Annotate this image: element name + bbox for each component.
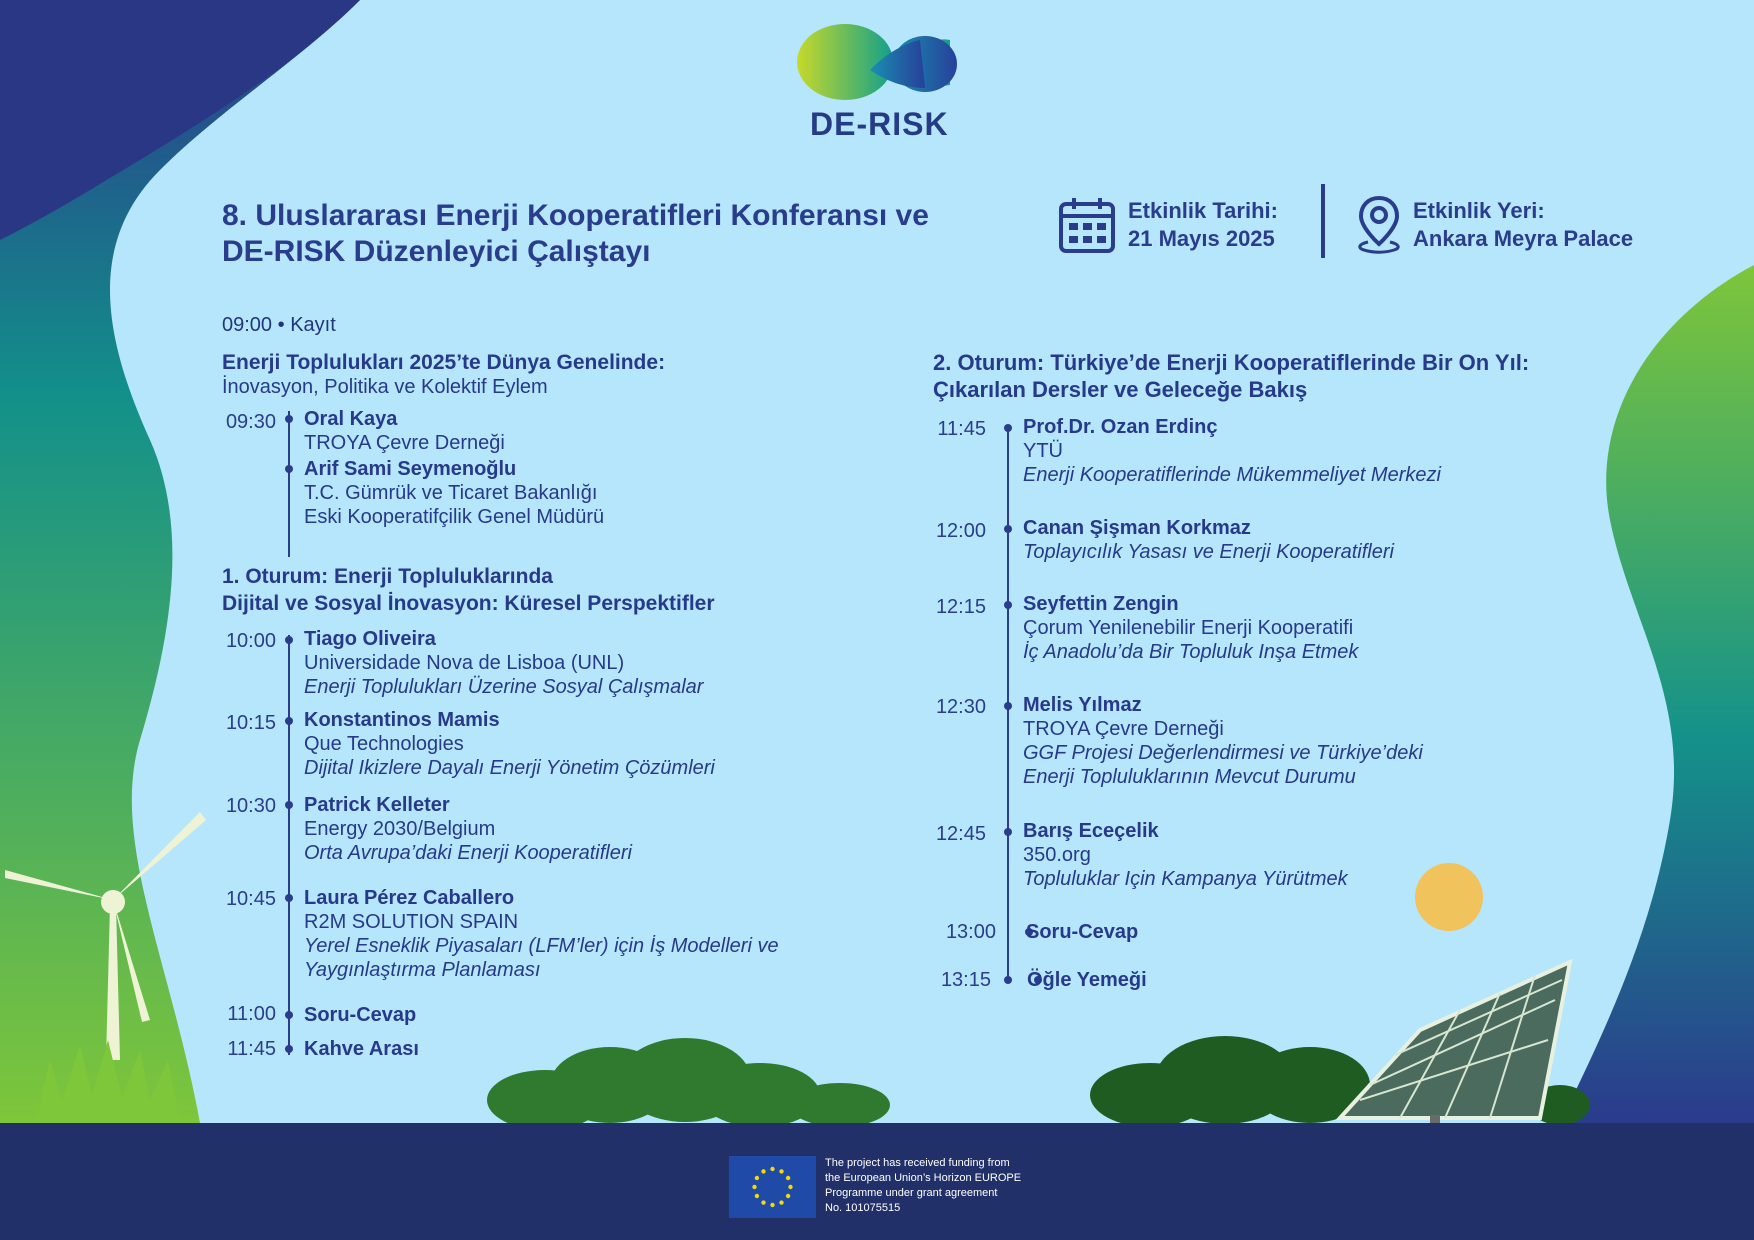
time-label: 12:30 <box>935 696 986 718</box>
talk-title: Yaygınlaştırma Planlaması <box>304 959 541 981</box>
timeline-dot <box>285 801 293 809</box>
break-label: Öğle Yemeği <box>1027 969 1147 991</box>
speaker-org: TROYA Çevre Derneği <box>304 432 505 454</box>
speaker-org: YTÜ <box>1023 440 1063 462</box>
registration-time: 09:00 <box>222 314 273 336</box>
time-label: 12:15 <box>935 596 986 618</box>
session-item <box>1023 516 1394 564</box>
speaker-name: Canan Şişman Korkmaz <box>1023 517 1251 539</box>
opening-subtitle: İnovasyon, Politika ve Kolektif Eylem <box>222 376 548 398</box>
speaker-org: Çorum Yenilenebilir Enerji Kooperatifi <box>1023 617 1354 639</box>
session2-title-line2: Çıkarılan Dersler ve Geleceğe Bakış <box>933 377 1308 402</box>
timeline-line <box>288 411 290 557</box>
event-venue-value: Ankara Meyra Palace <box>1413 226 1634 251</box>
timeline-dot <box>1004 525 1012 533</box>
timeline-dot <box>285 465 293 473</box>
time-label: 13:00 <box>945 921 996 943</box>
funding-line: Programme under grant agreement <box>825 1187 998 1199</box>
session-item <box>304 708 715 780</box>
break-label: Soru-Cevap <box>1026 921 1139 943</box>
eu-flag-icon <box>729 1156 816 1218</box>
session-item <box>1023 415 1441 487</box>
de-risk-logo-mark <box>797 24 957 100</box>
speaker-name: Melis Yılmaz <box>1023 694 1142 716</box>
opening-title: Enerji Toplulukları 2025’te Dünya Genelinde: <box>222 351 666 374</box>
time-label: 13:15 <box>940 969 991 991</box>
funding-line: the European Union’s Horizon EUROPE <box>825 1172 1022 1184</box>
time-label: 09:30 <box>225 411 276 433</box>
right-wave-shape <box>1560 265 1754 1123</box>
speaker-name: Arif Sami Seymenoğlu <box>304 458 517 480</box>
bullet-icon: • <box>277 314 291 336</box>
timeline-dot <box>1004 424 1012 432</box>
timeline-line <box>288 635 290 1055</box>
session1-title-line1: 1. Oturum: Enerji Topluluklarında <box>222 565 553 588</box>
event-date-value: 21 Mayıs 2025 <box>1128 226 1275 251</box>
speaker-org: R2M SOLUTION SPAIN <box>304 911 519 933</box>
speaker-org: Eski Kooperatifçilik Genel Müdürü <box>304 506 605 528</box>
talk-title: Yerel Esneklik Piyasaları (LFM’ler) için İş Modelleri ve <box>304 935 779 957</box>
time-label: 12:00 <box>935 520 986 542</box>
talk-title: Topluluklar Için Kampanya Yürütmek <box>1023 868 1348 890</box>
session1-title-line2: Dijital ve Sosyal İnovasyon: Küresel Perspektifler <box>222 592 715 615</box>
funding-line: No. 101075515 <box>825 1202 901 1214</box>
time-label: 10:15 <box>225 712 276 734</box>
speaker-name: Tiago Oliveira <box>304 628 436 650</box>
event-title-line2: DE-RISK Düzenleyici Çalıştayı <box>222 235 651 268</box>
time-label: 11:45 <box>937 418 986 440</box>
time-label: 10:00 <box>225 630 276 652</box>
speaker-entry <box>304 407 505 455</box>
talk-title: İç Anadolu’da Bir Topluluk Inşa Etmek <box>1023 641 1359 663</box>
de-risk-logo-text: DE-RISK <box>810 106 949 142</box>
timeline-dot <box>285 894 293 902</box>
timeline-dot <box>285 415 293 423</box>
timeline-dot <box>285 717 293 725</box>
timeline-dot <box>1004 601 1012 609</box>
speaker-name: Konstantinos Mamis <box>304 709 500 731</box>
talk-title: Enerji Toplulukları Üzerine Sosyal Çalışmalar <box>304 676 704 698</box>
speaker-name: Oral Kaya <box>304 408 398 430</box>
session-item <box>304 627 703 699</box>
timeline-dot <box>285 1011 293 1019</box>
event-venue <box>1413 197 1633 253</box>
speaker-name: Laura Pérez Caballero <box>304 887 515 909</box>
registration-row <box>222 314 336 337</box>
talk-title: GGF Projesi Değerlendirmesi ve Türkiye’deki <box>1023 742 1423 764</box>
talk-title: Orta Avrupa’daki Enerji Kooperatifleri <box>304 842 632 864</box>
funding-statement <box>825 1156 1021 1216</box>
speaker-org: Universidade Nova de Lisboa (UNL) <box>304 652 625 674</box>
time-label: 12:45 <box>935 823 986 845</box>
timeline-dot <box>285 1045 293 1053</box>
solar-panel-illustration <box>1340 962 1570 1125</box>
talk-title: Enerji Kooperatiflerinde Mükemmeliyet Merkezi <box>1023 464 1441 486</box>
session-item <box>304 886 779 982</box>
event-date-label: Etkinlik Tarihi: <box>1128 198 1278 223</box>
funding-line: The project has received funding from <box>825 1157 1010 1169</box>
session-item <box>1023 592 1358 664</box>
registration-label: Kayıt <box>290 314 336 336</box>
speaker-org: TROYA Çevre Derneği <box>1023 718 1224 740</box>
event-date <box>1128 197 1278 253</box>
speaker-org: Energy 2030/Belgium <box>304 818 496 840</box>
talk-title: Enerji Topluluklarının Mevcut Durumu <box>1023 766 1356 788</box>
talk-title: Toplayıcılık Yasası ve Enerji Kooperatifleri <box>1023 541 1394 563</box>
timeline-dot <box>1004 976 1012 984</box>
break-label: Soru-Cevap <box>304 1004 417 1026</box>
speaker-name: Seyfettin Zengin <box>1023 593 1179 615</box>
session2-title <box>933 349 1529 403</box>
timeline-dot <box>1004 702 1012 710</box>
speaker-name: Barış Eceçelik <box>1023 820 1159 842</box>
location-pin-icon <box>1354 194 1404 254</box>
event-title <box>222 198 1002 270</box>
speaker-entry <box>304 457 604 529</box>
session-item <box>304 1037 419 1061</box>
calendar-icon <box>1058 196 1116 254</box>
session2-title-line1: 2. Oturum: Türkiye’de Enerji Kooperatiflerinde Bir On Yıl: <box>933 350 1530 375</box>
time-label: 10:30 <box>225 795 276 817</box>
session-item <box>1023 819 1348 891</box>
event-venue-label: Etkinlik Yeri: <box>1413 198 1545 223</box>
info-divider <box>1321 184 1325 258</box>
session-item <box>304 793 632 865</box>
sun-illustration <box>1415 863 1483 931</box>
bush-center <box>487 1038 890 1130</box>
timeline-dot <box>1004 828 1012 836</box>
speaker-name: Prof.Dr. Ozan Erdinç <box>1023 416 1218 438</box>
speaker-org: Que Technologies <box>304 733 464 755</box>
speaker-org: T.C. Gümrük ve Ticaret Bakanlığı <box>304 482 598 504</box>
session-item <box>304 1003 416 1027</box>
time-label: 11:45 <box>227 1038 276 1060</box>
session-item <box>1026 920 1138 944</box>
event-title-line1: 8. Uluslararası Enerji Kooperatifleri Konferansı ve <box>222 199 929 232</box>
speaker-org: 350.org <box>1023 844 1091 866</box>
session-item <box>1023 693 1423 789</box>
timeline-dot <box>285 636 293 644</box>
break-label: Kahve Arası <box>304 1038 419 1060</box>
time-label: 10:45 <box>225 888 276 910</box>
time-label: 11:00 <box>227 1003 276 1025</box>
session1-title <box>222 563 715 617</box>
session-item <box>1027 968 1147 992</box>
speaker-name: Patrick Kelleter <box>304 794 450 816</box>
talk-title: Dijital Ikizlere Dayalı Enerji Yönetim Çözümleri <box>304 757 715 779</box>
